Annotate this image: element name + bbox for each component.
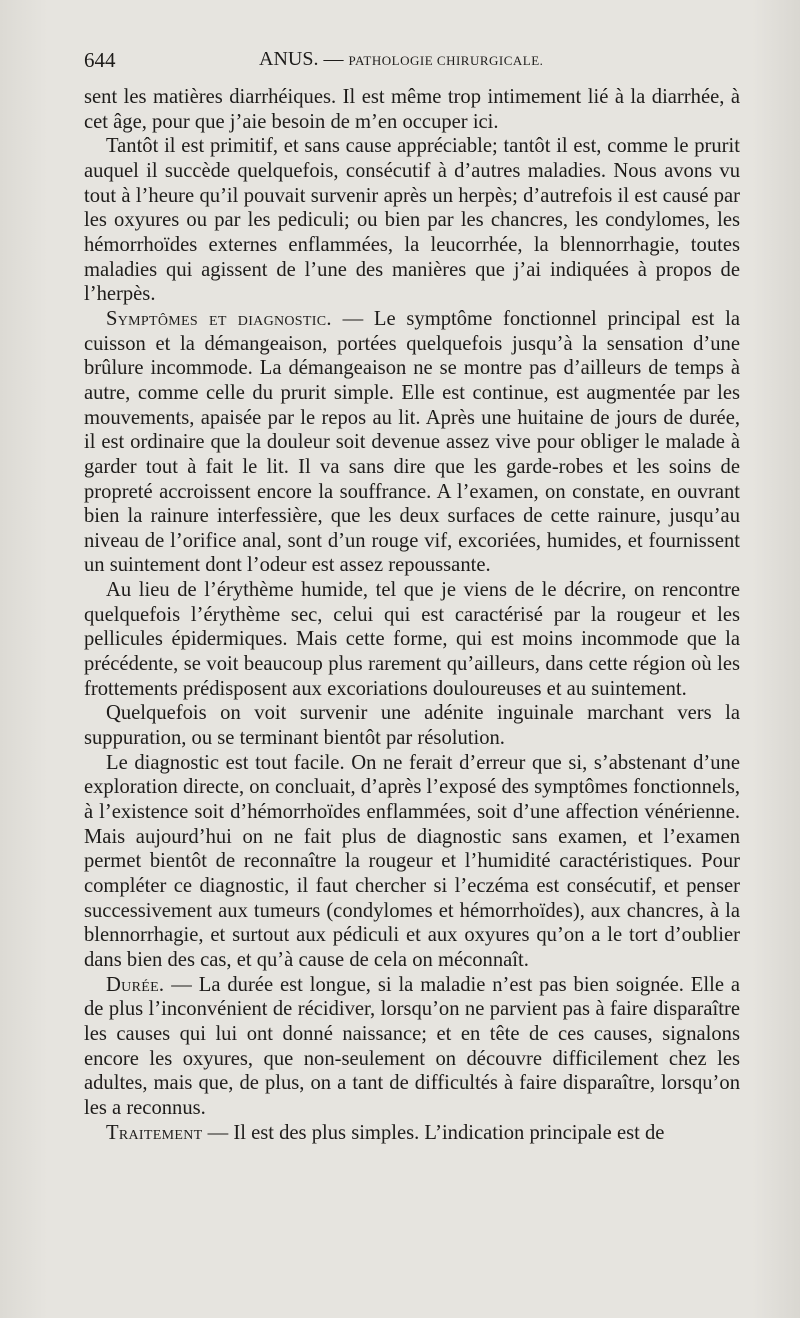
running-head-dash: —: [318, 48, 349, 70]
paragraph-text: Le diagnostic est tout facile. On ne ferait d’erreur que si, s’abstenant d’une exploration directe, on concluait, d’après l’exposé des symptômes fonctionnels, à l’existence soit d’hémorrhoïdes enflammées, soit d’une affection vénérienne. Mais aujourd’hui on ne fait plus de diagnostic sans examen, et l’examen permet bientôt de reconnaître la rougeur et l’humidité caractéristiques. Pour compléter ce diagnostic, il faut chercher si l’eczéma est consécutif, et penser successivement aux tumeurs (condylomes et hémorrhoïdes), aux chancres, à la blennorrhagie, et surtout aux pédiculi et aux oxyures qu’on a le tort d’oublier dans bien des cas, et qu’à cause de cela on méconnaît.: [84, 751, 740, 971]
body-text: [84, 85, 740, 1145]
paragraph-traitement: [84, 1121, 740, 1146]
paragraph-text: Quelquefois on voit survenir une adénite inguinale marchant vers la suppuration, ou se terminant bientôt par résolution.: [84, 702, 740, 750]
running-title: ANUS.: [259, 48, 319, 70]
section-heading: Symptômes et diagnostic.: [106, 307, 332, 330]
running-head: [259, 48, 543, 71]
paragraph-duree: [84, 973, 740, 1121]
paragraph-text: — Le symptôme fonctionnel principal est la cuisson et la démangeaison, portées quelquefois jusqu’à la sensation d’une brûlure incommode. La démangeaison ne se montre pas d’ailleurs de temps à autre, comme celle du prurit simple. Elle est continue, est augmentée par les mouvements, apaisée par le repos au lit. Après une huitaine de jours de durée, il est ordinaire que la douleur soit devenue assez vive pour obliger le malade à garder tout à fait le lit. Il va sans dire que les garde-robes et les soins de propreté accroissent encore la souffrance. A l’examen, on constate, en ouvrant bien la rainure interfessière, que les deux surfaces de cette rainure, jusqu’au niveau de l’orifice anal, sont d’un rouge vif, excoriées, humides, et fournissent un suintement dont l’odeur est assez repoussante.: [84, 307, 741, 577]
section-heading: Traitement: [106, 1121, 203, 1144]
paragraph-text: Tantôt il est primitif, et sans cause appréciable; tantôt il est, comme le prurit auquel il succède quelquefois, consécutif à d’autres maladies. Nous avons vu tout à l’heure qu’il pouvait survenir après un herpès; d’autrefois il est causé par les oxyures ou par les pediculi; ou bien par les chancres, les condylomes, les hémorrhoïdes externes enflammées, la leucorrhée, la blennorrhagie, toutes maladies qui agissent de l’une des manières que j’ai indiquées à propos de l’herpès.: [84, 135, 740, 306]
section-heading: Durée.: [106, 973, 165, 996]
paragraph-symptomes: [84, 307, 740, 578]
page-header: [84, 48, 738, 78]
paragraph-text: — Il est des plus simples. L’indication principale est de: [202, 1121, 665, 1144]
paragraph: [84, 701, 740, 750]
section-title: PATHOLOGIE CHIRURGICALE.: [348, 53, 544, 68]
paragraph-continuation: [84, 85, 740, 134]
paragraph: [84, 134, 740, 307]
paragraph: [84, 578, 740, 701]
paragraph-text: — La durée est longue, si la maladie n’est pas bien soignée. Elle a de plus l’inconvénient de récidiver, lorsqu’on ne parvient pas à faire disparaître les causes qui lui ont donné naissance; et en tête de ces causes, signalons encore les oxyures, que non-seulement on découvre difficilement chez les adultes, mais que, de plus, on a tant de difficultés à faire disparaître, lorsqu’on les a reconnus.: [84, 973, 740, 1119]
paragraph-text: Au lieu de l’érythème humide, tel que je viens de le décrire, on rencontre quelquefois l’érythème sec, celui qui est caractérisé par la rougeur et les pellicules épidermiques. Mais cette forme, qui est moins incommode que la précédente, se voit beaucoup plus rarement qu’ailleurs, dans cette région où les frottements prédisposent aux excoriations douloureuses et au suintement.: [84, 579, 740, 700]
paragraph: [84, 751, 740, 973]
paragraph-text: sent les matières diarrhéiques. Il est même trop intimement lié à la diarrhée, à cet âge, pour que j’aie besoin de m’en occuper ici.: [84, 86, 740, 133]
page-number: 644: [84, 48, 116, 72]
